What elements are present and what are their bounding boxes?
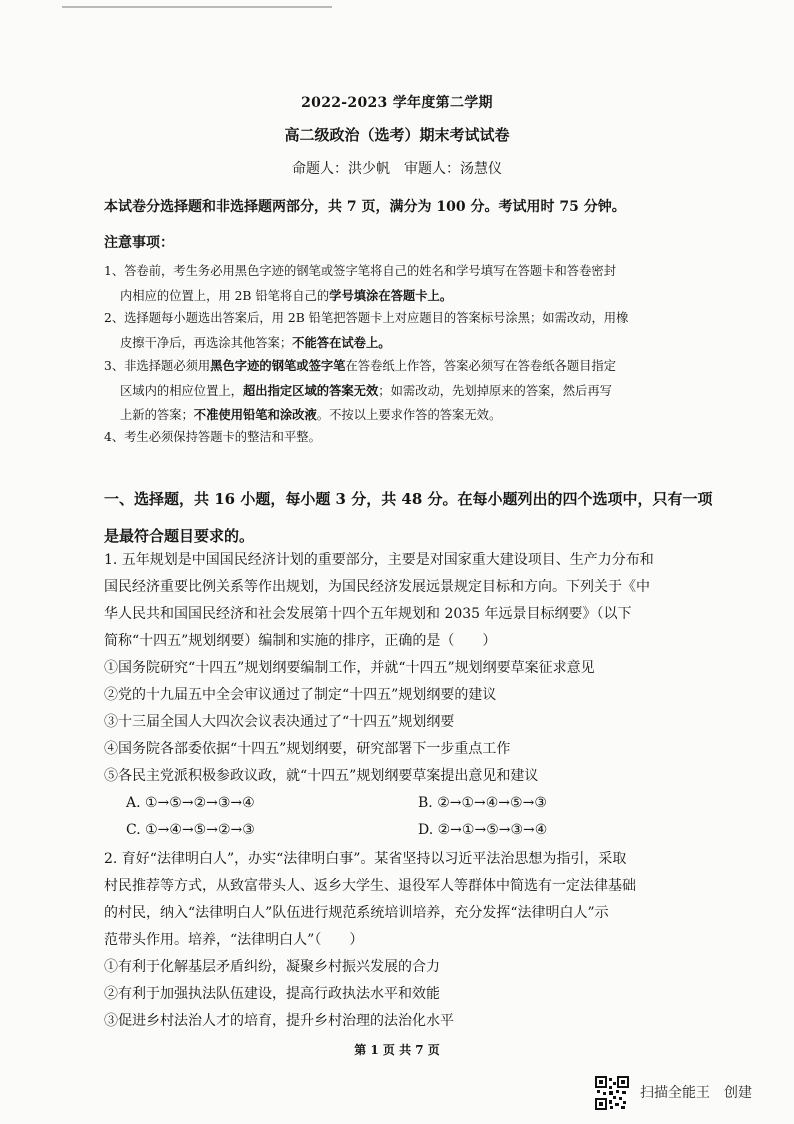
q1-options-row-1 [104,790,724,817]
year-term-title: 2022-2023 学年度第二学期 [301,95,493,111]
notice-item-3: 3、非选择题必须用黑色字迹的钢笔或签字笔在答卷纸上作答，答案必须写在答卷纸各题目指定 区域内的相应位置上，超出指定区域的答案无效；如需改动，先划掉原来的答案，然后再写 上新的答案；不准使用铅笔和涂改液。不按以上要求作答的答案无效。 [104,358,617,422]
notice-item-2: 2、选择题每小题选出答案后，用 2B 铅笔把答题卡上对应题目的答案标号涂黑；如需改动，用橡 皮擦干净后，再选涂其他答案；不能答在试卷上。 [104,311,629,350]
q1-item-3: ③十三届全国人大四次会议表决通过了“十四五”规划纲要 [104,714,455,730]
section-1-heading: 一、选择题，共 16 小题，每小题 3 分，共 48 分。在每小题列出的四个选项中，只有一项 是最符合题目要求的。 [104,490,713,545]
q2-stem-line: 范带头作用。培养，“法律明白人”（ ） [104,932,364,948]
q1-item-5: ⑤各民主党派积极参政议政，就“十四五”规划纲要草案提出意见和建议 [104,768,539,784]
qr-code-icon [595,1076,629,1110]
authors-line: 命题人：洪少帆 审题人：汤慧仪 [292,161,502,177]
exam-intro: 本试卷分选择题和非选择题两部分，共 7 页，满分为 100 分。考试用时 75 分钟。 [104,199,626,215]
notice-item-1: 1、答卷前，考生务必用黑色字迹的钢笔或签字笔将自己的姓名和学号填写在答题卡和答卷密封 内相应的位置上，用 2B 铅笔将自己的学号填涂在答题卡上。 [104,264,616,303]
q1-stem-line: 国民经济重要比例关系等作出规划，为国民经济发展远景规定目标和方向。下列关于《中 [104,579,650,595]
q1-option-a: A. ①→⑤→②→③→④ [126,795,255,811]
q1-stem-line: 简称“十四五”规划纲要）编制和实施的排序，正确的是（ ） [104,633,497,649]
q1-stem-line: 华人民共和国国民经济和社会发展第十四个五年规划和 2035 年远景目标纲要》（以下 [104,606,632,622]
q1-options-row-2 [104,817,724,844]
q1-item-4: ④国务院各部委依据“十四五”规划纲要，研究部署下一步重点工作 [104,741,511,757]
scanner-watermark: 扫描全能王 创建 [640,1085,752,1101]
notice-heading: 注意事项： [104,235,174,251]
q2-stem-line: 2. 育好“法律明白人”，办实“法律明白事”。某省坚持以习近平法治思想为指引，采取 [104,851,627,867]
exam-title: 高二级政治（选考）期末考试试卷 [284,126,510,144]
q2-item-1: ①有利于化解基层矛盾纠纷，凝聚乡村振兴发展的合力 [104,959,440,975]
q2-stem-line: 村民推荐等方式，从致富带头人、返乡大学生、退役军人等群体中简选有一定法律基础 [104,878,636,894]
page-footer: 第 1 页 共 7 页 [354,1043,440,1057]
q2-stem-line: 的村民，纳入“法律明白人”队伍进行规范系统培训培养，充分发挥“法律明白人”示 [104,905,609,921]
q2-item-3: ③促进乡村法治人才的培育，提升乡村治理的法治化水平 [104,1013,454,1029]
q1-option-b: B. ②→①→④→⑤→③ [418,795,547,811]
scan-edge-line [62,6,332,8]
q1-option-c: C. ①→④→⑤→②→③ [126,822,255,838]
question-2 [104,846,724,1035]
q1-item-1: ①国务院研究“十四五”规划纲要编制工作，并就“十四五”规划纲要草案征求意见 [104,660,595,676]
q1-option-d: D. ②→①→⑤→③→④ [418,822,548,838]
q2-item-2: ②有利于加强执法队伍建设，提高行政执法水平和效能 [104,986,440,1002]
notice-item-4: 4、考生必须保持答题卡的整洁和平整。 [104,430,321,444]
question-1 [104,547,724,844]
q1-item-2: ②党的十九届五中全会审议通过了制定“十四五”规划纲要的建议 [104,687,497,703]
q1-stem-line: 1. 五年规划是中国国民经济计划的重要部分，主要是对国家重大建设项目、生产力分布和 [104,552,654,568]
